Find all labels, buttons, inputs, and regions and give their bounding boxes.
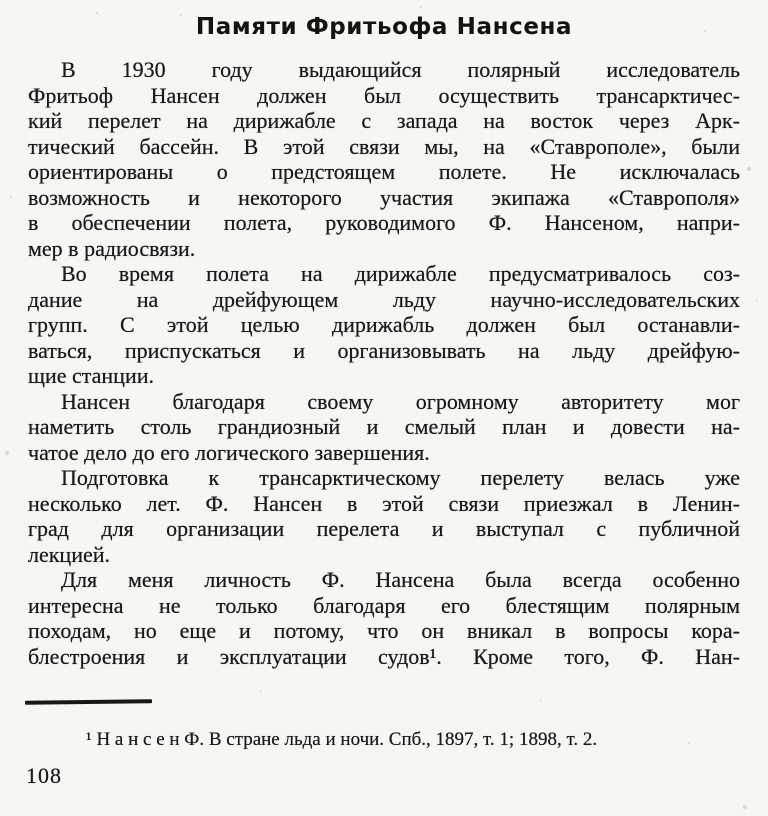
- text-line: ваться, приспускаться и организовывать на льду дрейфую-: [28, 337, 740, 363]
- text-line: град для организации перелета и выступал с публичной: [28, 516, 740, 541]
- text-line: Нансен благодаря своему огромному авторитету мог: [61, 388, 740, 414]
- text-line: дание на дрейфующем льду научно-исследовательских: [28, 286, 740, 312]
- text-line: щие станции.: [28, 363, 154, 388]
- text-line: лекцией.: [28, 541, 111, 567]
- text-line: походам, но еще и потому, что он вникал в вопросы кора-: [28, 618, 740, 643]
- text-line: Для меня личность Ф. Нансена была всегда особенно: [61, 567, 740, 592]
- text-line: В 1930 году выдающийся полярный исследователь: [61, 57, 740, 82]
- text-line: ориентированы о предстоящем полете. Не исключалась: [28, 159, 740, 184]
- scan-noise: [0, 0, 2, 2]
- body-text: [28, 57, 740, 669]
- text-line: тический бассейн. В этой связи мы, на «Ставрополе», были: [28, 133, 740, 159]
- text-line: Во время полета на дирижабле предусматривалось соз-: [61, 261, 740, 286]
- text-line: групп. С этой целью дирижабль должен был останавли-: [28, 312, 740, 337]
- text-line: в обеспечении полета, руководимого Ф. Нансеном, напри-: [28, 210, 740, 235]
- text-line: чатое дело до его логического завершения.: [28, 439, 430, 465]
- text-line: Подготовка к трансарктическому перелету велась уже: [61, 465, 740, 490]
- page-number: 108: [26, 763, 62, 788]
- text-line: мер в радиосвязи.: [28, 235, 196, 261]
- footnote-separator: [25, 699, 152, 705]
- page-title: Памяти Фритьофа Нансена: [195, 14, 573, 40]
- text-line: несколько лет. Ф. Нансен в этой связи приезжал в Ленин-: [28, 490, 740, 516]
- footnote: ¹ Н а н с е н Ф. В стране льда и ночи. Спб., 1897, т. 1; 1898, т. 2.: [86, 729, 598, 750]
- text-line: интересна не только благодаря его блестящим полярным: [28, 592, 740, 618]
- text-line: блестроения и эксплуатации судов¹. Кроме того, Ф. Нан-: [28, 643, 740, 669]
- text-line: кий перелет на дирижабле с запада на восток через Арк-: [28, 108, 740, 133]
- text-line: возможность и некоторого участия экипажа «Ставрополя»: [28, 184, 740, 210]
- text-line: Фритьоф Нансен должен был осуществить трансарктичес-: [28, 82, 740, 108]
- text-line: наметить столь грандиозный и смелый план и довести на-: [28, 414, 740, 439]
